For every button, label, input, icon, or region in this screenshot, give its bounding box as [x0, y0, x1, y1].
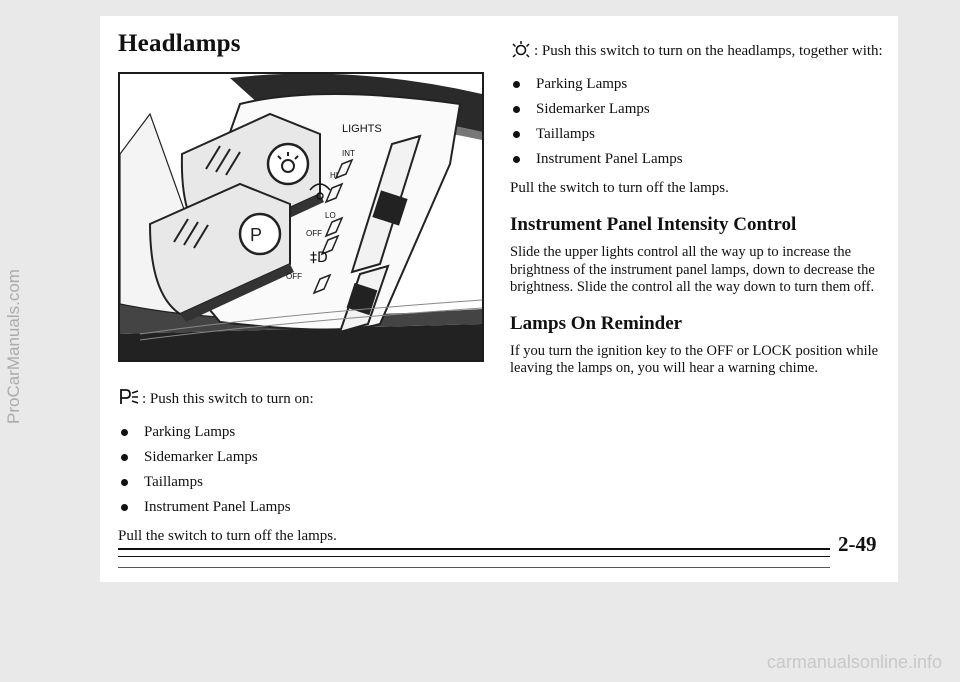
svg-text:P: P	[250, 225, 263, 245]
headlamp-switch-illustration	[118, 72, 484, 362]
right-pull-instruction: Pull the switch to turn off the lamps.	[510, 180, 729, 196]
footer-rule	[118, 548, 830, 550]
list-item: Parking Lamps	[510, 72, 890, 97]
parking-lamp-icon	[118, 388, 140, 412]
label-lights: LIGHTS	[342, 123, 382, 135]
left-pull-instruction: Pull the switch to turn off the lamps.	[118, 528, 337, 544]
fog-lamp-icon: ‡D	[310, 250, 328, 266]
label-lo: LO	[325, 211, 336, 220]
headlamp-icon	[510, 40, 532, 64]
bullet-icon	[513, 106, 520, 113]
reminder-paragraph: If you turn the ignition key to the OFF or LOCK position while leaving the lamps on, you will hear a warning chime.	[510, 342, 879, 376]
footer-rule	[118, 567, 830, 568]
label-int: INT	[342, 149, 355, 158]
list-item: Taillamps	[118, 470, 488, 495]
bullet-icon	[121, 504, 128, 511]
switch-drawing	[120, 74, 482, 360]
bullet-icon	[121, 479, 128, 486]
list-item: Sidemarker Lamps	[510, 97, 890, 122]
list-item: Parking Lamps	[118, 420, 488, 445]
intensity-heading: Instrument Panel Intensity Control	[510, 214, 797, 235]
parking-switch-description: : Push this switch to turn on:	[118, 388, 488, 412]
list-item: Taillamps	[510, 122, 890, 147]
bottom-watermark: carmanualsonline.info	[766, 652, 942, 672]
bullet-icon	[121, 454, 128, 461]
right-lamp-list	[510, 72, 890, 172]
reminder-heading: Lamps On Reminder	[510, 312, 683, 334]
left-column	[118, 30, 488, 546]
intensity-paragraph: Slide the upper lights control all the way up to increase the brightness of the instrument panel lamps, down to decrease the brightness. Slide the control all the way down to turn them off.	[510, 244, 875, 295]
page-title: Headlamps	[118, 30, 241, 57]
footer-rule	[118, 556, 830, 557]
headlamp-button-icon	[268, 144, 308, 184]
list-item: Sidemarker Lamps	[118, 445, 488, 470]
left-lamp-list	[118, 420, 488, 520]
right-column	[510, 40, 890, 378]
bullet-icon	[513, 131, 520, 138]
label-off-upper: OFF	[306, 229, 322, 238]
list-item: Instrument Panel Lamps	[118, 495, 488, 520]
bullet-icon	[513, 156, 520, 163]
label-off-lower: OFF	[286, 272, 302, 281]
headlamp-switch-description: : Push this switch to turn on the headlamps, together with:	[510, 40, 890, 64]
list-item: Instrument Panel Lamps	[510, 147, 890, 172]
page-number: 2-49	[838, 532, 877, 556]
side-watermark: ProCarManuals.com	[4, 269, 23, 424]
bullet-icon	[121, 429, 128, 436]
bullet-icon	[513, 81, 520, 88]
label-hi: HI	[330, 171, 338, 180]
